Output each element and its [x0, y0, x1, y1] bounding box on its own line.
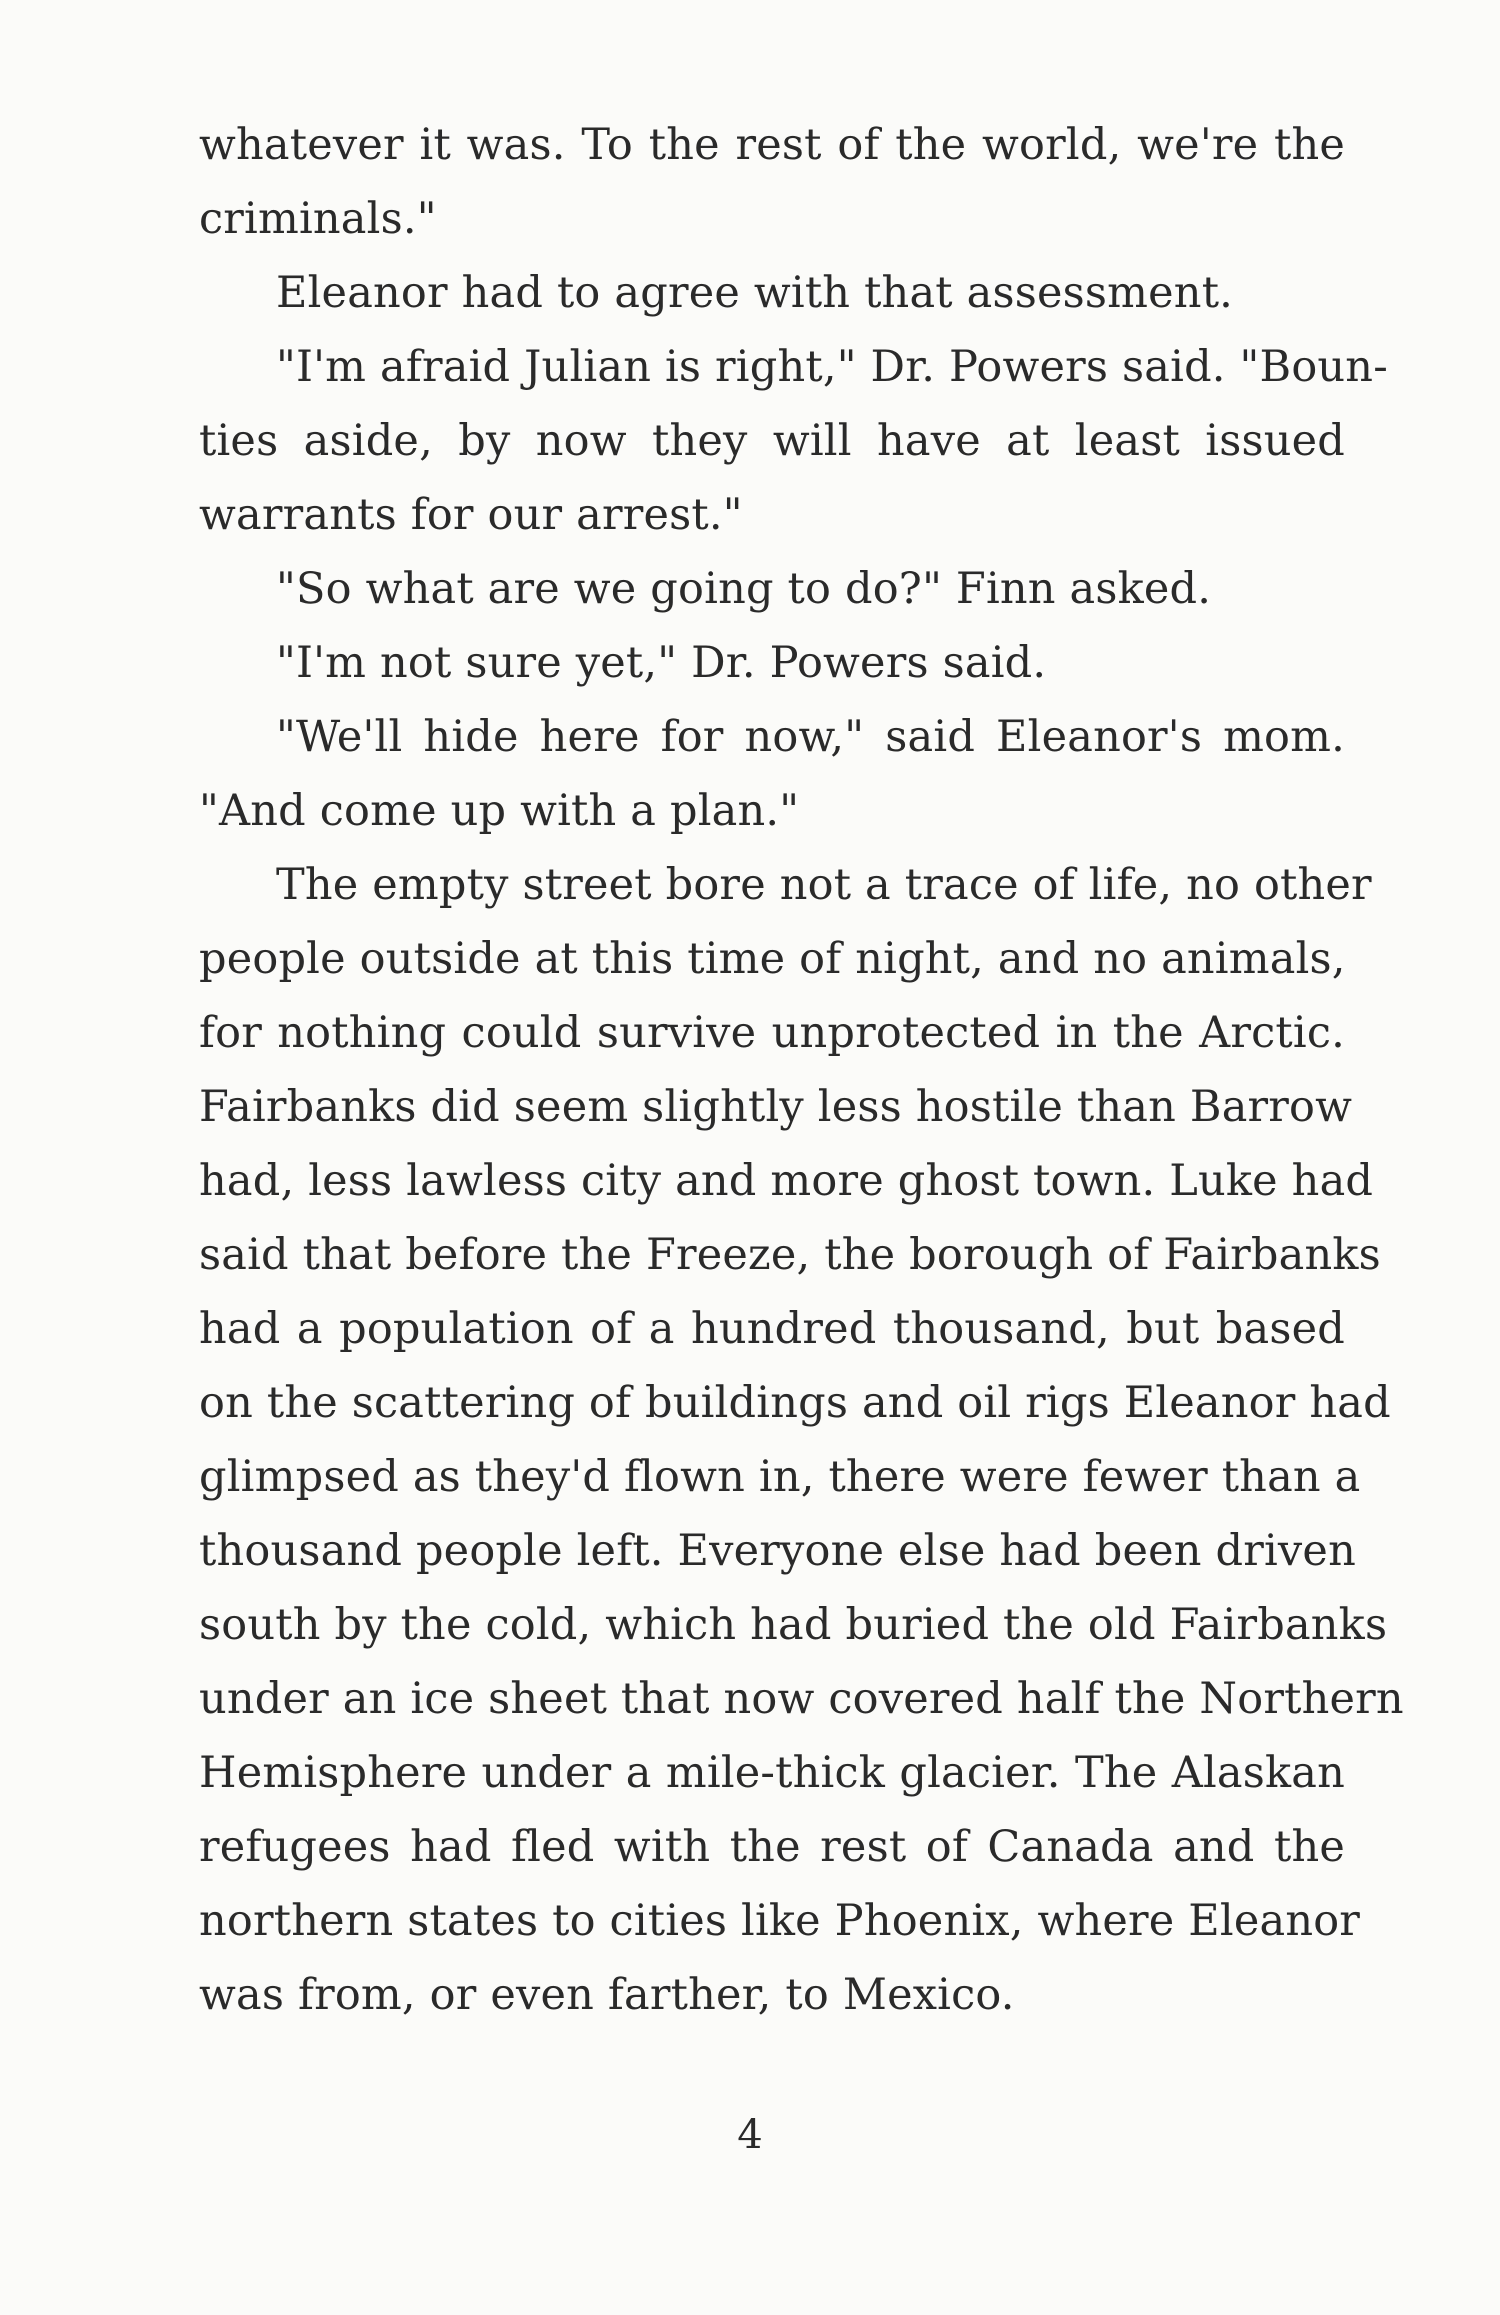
text-line: said that before the Freeze, the borough of Fairbanks	[199, 1230, 1381, 1280]
text-line: had a population of a hundred thousand, but based	[199, 1304, 1345, 1354]
text-line: whatever it was. To the rest of the world, we're the	[199, 120, 1345, 170]
text-line: "We'll hide here for now," said Eleanor's mom.	[276, 712, 1345, 762]
text-line: thousand people left. Everyone else had been driven	[199, 1526, 1356, 1576]
text-line: Fairbanks did seem slightly less hostile than Barrow	[199, 1082, 1353, 1132]
text-line: south by the cold, which had buried the old Fairbanks	[199, 1600, 1388, 1650]
text-line: under an ice sheet that now covered half the Northern	[199, 1674, 1404, 1724]
text-line: people outside at this time of night, and no animals,	[199, 934, 1346, 984]
text-line: had, less lawless city and more ghost town. Luke had	[199, 1156, 1374, 1206]
text-line: warrants for our arrest."	[199, 490, 743, 540]
text-line: Eleanor had to agree with that assessment.	[276, 268, 1234, 318]
text-line: The empty street bore not a trace of life, no other	[276, 860, 1372, 910]
text-line: northern states to cities like Phoenix, where Eleanor	[199, 1896, 1361, 1946]
text-line: for nothing could survive unprotected in the Arctic.	[199, 1008, 1345, 1058]
page-number: 4	[737, 2112, 763, 2158]
text-line: Hemisphere under a mile-thick glacier. The Alaskan	[199, 1748, 1345, 1798]
text-line: refugees had fled with the rest of Canada and the	[199, 1822, 1345, 1872]
text-line: glimpsed as they'd flown in, there were fewer than a	[199, 1452, 1361, 1502]
text-line: "So what are we going to do?" Finn asked.	[276, 564, 1212, 614]
text-line: was from, or even farther, to Mexico.	[199, 1970, 1015, 2020]
text-line: ties aside, by now they will have at least issued	[199, 416, 1345, 466]
text-line: on the scattering of buildings and oil rigs Eleanor had	[199, 1378, 1391, 1428]
text-line: criminals."	[199, 194, 437, 244]
text-line: "I'm not sure yet," Dr. Powers said.	[276, 638, 1047, 688]
text-line: "And come up with a plan."	[199, 786, 800, 836]
text-line: "I'm afraid Julian is right," Dr. Powers said. "Boun-	[276, 342, 1388, 392]
